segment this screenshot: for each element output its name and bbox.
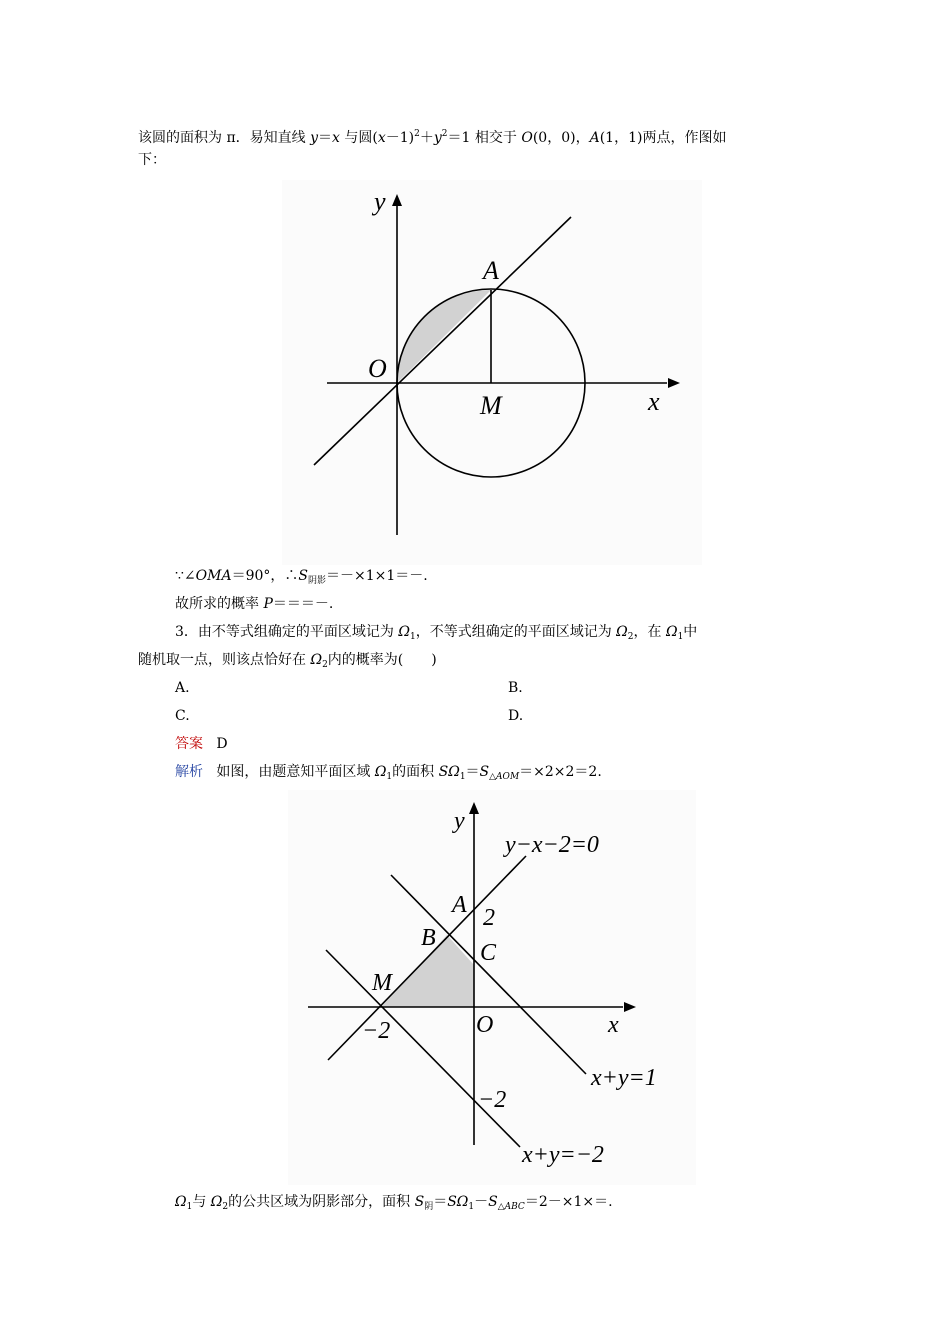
text-line-2: 下：	[138, 152, 166, 168]
solution-label: 解析	[175, 764, 203, 780]
label-a: A	[452, 892, 467, 918]
label-neg2-y: −2	[478, 1087, 507, 1113]
label-two: 2	[483, 905, 495, 931]
equation-y-minus-x-minus-2: y−x−2=0	[505, 832, 599, 858]
label-m: M	[480, 391, 502, 420]
figure-1-background	[282, 180, 702, 565]
figure-2-background	[288, 790, 696, 1185]
text-line-last: $\Omega_1$与 $\Omega_2$的公共区域为阴影部分，面积 $S_阴=S\Omega_1-S_{\triangle ABC}=2-\times 1\times=$.	[175, 1194, 613, 1212]
label-o: O	[476, 1012, 494, 1038]
equation-x-plus-y-neg2: x+y=−2	[522, 1142, 604, 1168]
label-c: C	[480, 940, 497, 966]
question-3-line-1: 3．由不等式组确定的平面区域记为 $\Omega_1$，不等式组确定的平面区域记为 $\Omega_2$，在 $\Omega_1$中	[175, 624, 698, 642]
label-neg2-x: −2	[362, 1018, 391, 1044]
figure-circle-line	[282, 180, 702, 565]
label-y: y	[454, 808, 465, 834]
option-a: A.	[175, 680, 190, 696]
text-line-1: 该圆的面积为 π．易知直线 y＝x 与圆$(x-1)^2+y^2=1$ 相交于 O(0，0)，A(1，1)两点，作图如	[138, 129, 727, 146]
text-line-3: ∵∠OMA＝90°，$\therefore S_{阴影}=-\times 1\times 1=-$.	[175, 568, 428, 586]
label-m: M	[372, 970, 392, 996]
label-o: O	[368, 354, 387, 383]
answer-value: D	[216, 736, 228, 752]
option-c: C.	[175, 708, 190, 724]
figure-region-diagram	[288, 790, 696, 1185]
answer-label: 答案	[175, 736, 203, 752]
label-y: y	[374, 187, 386, 216]
text-line-4: 故所求的概率 P＝＝＝－.	[175, 596, 334, 612]
label-x: x	[608, 1012, 619, 1038]
label-a: A	[483, 256, 499, 285]
label-x: x	[648, 387, 660, 416]
option-d: D.	[508, 708, 524, 724]
answer-line	[175, 734, 228, 754]
label-b: B	[421, 925, 436, 951]
question-3-line-2: 随机取一点，则该点恰好在 $\Omega_2$内的概率为( )	[138, 652, 437, 670]
option-b: B.	[508, 680, 523, 696]
equation-x-plus-y-1: x+y=1	[591, 1065, 657, 1091]
solution-line: 解析 如图，由题意知平面区域 $\Omega_1$的面积 $S\Omega_1=S_{\triangle AOM}=\times 2\times 2=2$.	[175, 764, 602, 782]
